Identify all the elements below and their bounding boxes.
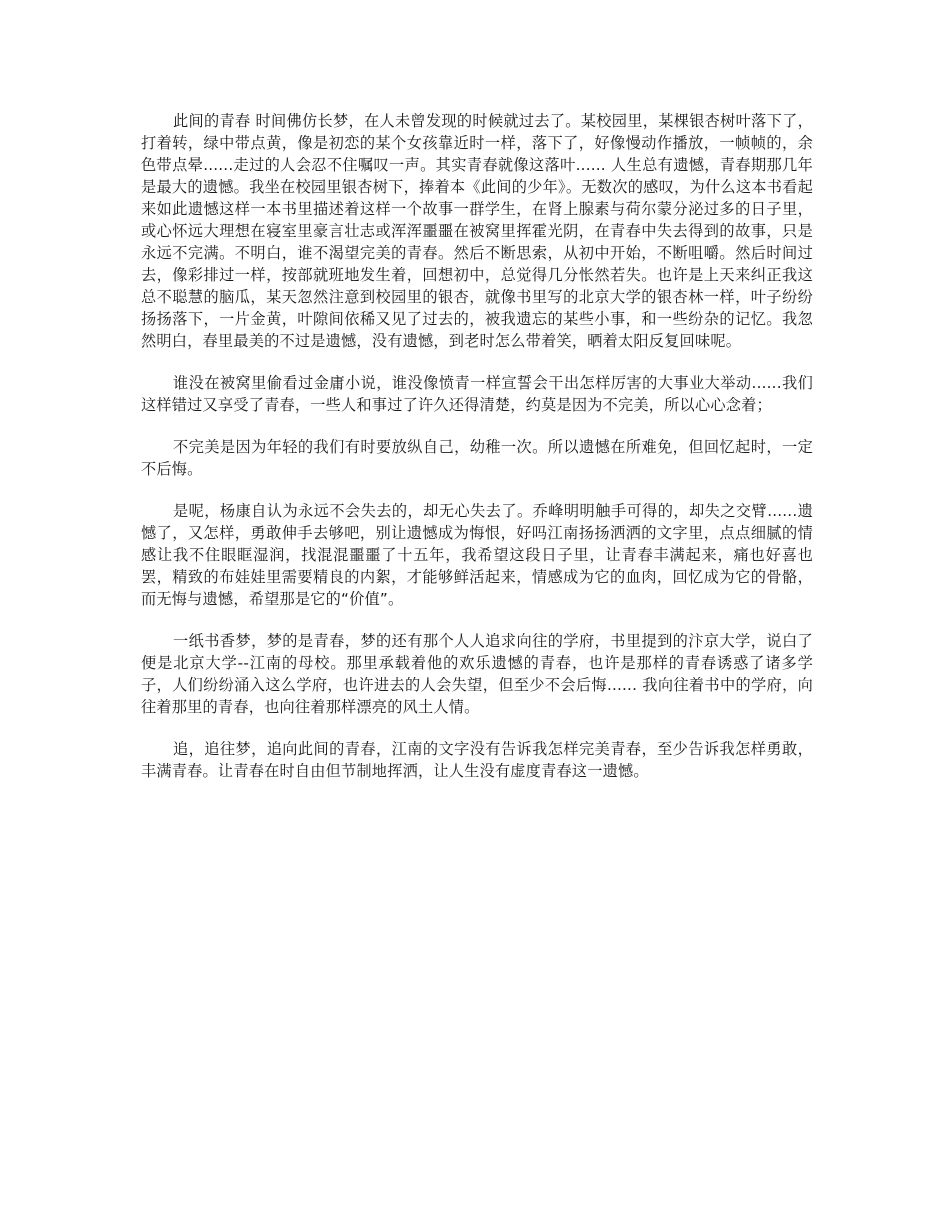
paragraph-3: 不完美是因为年轻的我们有时要放纵自己，幼稚一次。所以遗憾在所难免，但回忆起时，一定不后悔。 <box>141 438 813 478</box>
paragraph-4: 是呢，杨康自认为永远不会失去的，却无心失去了。乔峰明明触手可得的，却失之交臂......遗憾了，又怎样，勇敢伸手去够吧，别让遗憾成为悔恨，好吗江南扬扬洒洒的文字里，点点细腻的情感让我不住眼眶湿润，找混混噩噩了十五年，我希望这段日子里，让青春丰满起来，痛也好喜也罢，精致的布娃娃里需要精良的内絮，才能够鲜活起来，情感成为它的血肉，回忆成为它的骨骼，而无悔与遗憾，希望那是它的“价值”。 <box>141 502 813 608</box>
paragraph-6: 追，追往梦，追向此间的青春，江南的文字没有告诉我怎样完美青春，至少告诉我怎样勇敢，丰满青春。让青春在时自由但节制地挥洒，让人生没有虚度青春这一遗憾。 <box>141 740 813 780</box>
paragraph-2: 谁没在被窝里偷看过金庸小说，谁没像愤青一样宣誓会干出怎样厉害的大事业大举动......我们这样错过又享受了青春，一些人和事过了许久还得清楚，约莫是因为不完美，所以心心念着； <box>141 374 813 414</box>
paragraph-5: 一纸书香梦，梦的是青春，梦的还有那个人人追求向往的学府，书里提到的汴京大学，说白了便是北京大学--江南的母校。那里承载着他的欢乐遗憾的青春，也许是那样的青春诱惑了诸多学子，人们纷纷涌入这么学府，也许进去的人会失望，但至少不会后悔...... 我向往着书中的学府，向往着那里的青春，也向往着那样漂亮的风土人情。 <box>141 632 813 716</box>
document-body <box>141 110 813 802</box>
paragraph-1: 此间的青春 时间佛仿长梦，在人未曾发现的时候就过去了。某校园里，某棵银杏树叶落下了，打着转，绿中带点黄，像是初恋的某个女孩靠近时一样，落下了，好像慢动作播放，一帧帧的，余色带点晕......走过的人会忍不住嘱叹一声。其实青春就像这落叶...... 人生总有遗憾，青春期那几年是最大的遗憾。我坐在校园里银杏树下，捧着本《此间的少年》。无数次的感叹，为什么这本书看起来如此遗憾这样一本书里描述着这样一个故事一群学生，在肾上腺素与荷尔蒙分泌过多的日子里，或心怀远大理想在寝室里豪言壮志或浑浑噩噩在被窝里挥霍光阴，在青春中失去得到的故事，只是永远不完满。不明白，谁不渴望完美的青春。然后不断思索，从初中开始，不断咀嚼。然后时间过去，像彩排过一样，按部就班地发生着，回想初中，总觉得几分怅然若失。也许是上天来纠正我这总不聪慧的脑瓜，某天忽然注意到校园里的银杏，就像书里写的北京大学的银杏林一样，叶子纷纷扬扬落下，一片金黄，叶隙间依稀又见了过去的，被我遗忘的某些小事，和一些纷杂的记忆。我忽然明白，春里最美的不过是遗憾，没有遗憾，到老时怎么带着笑，晒着太阳反复回味呢。 <box>141 112 813 350</box>
